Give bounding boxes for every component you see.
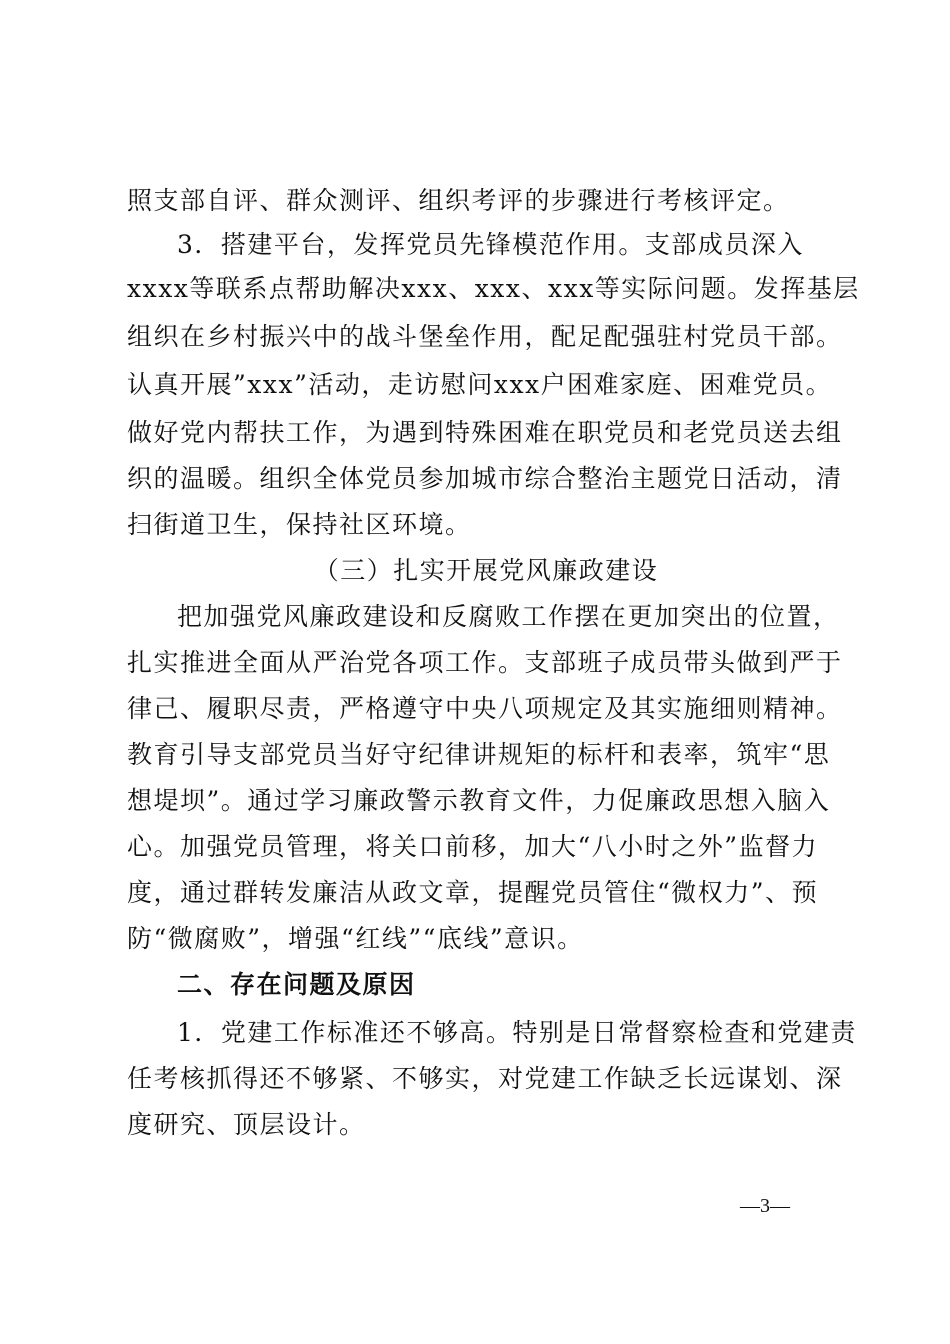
paragraph-line: 做好党内帮扶工作，为遇到特殊困难在职党员和老党员送去组	[127, 418, 843, 447]
paragraph-line: 律己、履职尽责，严格遵守中央八项规定及其实施细则精神。	[127, 694, 843, 723]
paragraph-line: 照支部自评、群众测评、组织考评的步骤进行考核评定。	[127, 186, 790, 215]
section-heading-3: （三）扎实开展党风廉政建设	[313, 556, 659, 585]
section-heading-2: 二、存在问题及原因	[177, 970, 416, 999]
paragraph-line: 度，通过群转发廉洁从政文章，提醒党员管住“微权力”、预	[127, 878, 819, 907]
paragraph-line: 心。加强党员管理，将关口前移，加大“八小时之外”监督力	[127, 832, 819, 861]
paragraph-line: 把加强党风廉政建设和反腐败工作摆在更加突出的位置，	[177, 602, 840, 631]
paragraph-line: 组织在乡村振兴中的战斗堡垒作用，配足配强驻村党员干部。	[127, 322, 843, 351]
paragraph-line: 织的温暖。组织全体党员参加城市综合整治主题党日活动，清	[127, 464, 843, 493]
paragraph-line: 想堤坝”。通过学习廉政警示教育文件，力促廉政思想入脑入	[127, 786, 831, 815]
paragraph-line: xxxx等联系点帮助解决xxx、xxx、xxx等实际问题。发挥基层	[127, 274, 860, 303]
paragraph-line: 认真开展”xxx”活动，走访慰问xxx户困难家庭、困难党员。	[127, 370, 833, 399]
numbered-item-1-line: 1．党建工作标准还不够高。特别是日常督察检查和党建责	[177, 1018, 857, 1047]
paragraph-line: 度研究、顶层设计。	[127, 1110, 366, 1139]
page-number: —3—	[740, 1195, 790, 1217]
paragraph-line: 防“微腐败”，增强“红线”“底线”意识。	[127, 924, 584, 953]
paragraph-line: 教育引导支部党员当好守纪律讲规矩的标杆和表率，筑牢“思	[127, 740, 831, 769]
paragraph-line: 任考核抓得还不够紧、不够实，对党建工作缺乏长远谋划、深	[127, 1064, 843, 1093]
numbered-item-3-line: 3．搭建平台，发挥党员先锋模范作用。支部成员深入	[177, 230, 804, 259]
paragraph-line: 扎实推进全面从严治党各项工作。支部班子成员带头做到严于	[127, 648, 843, 677]
paragraph-line: 扫街道卫生，保持社区环境。	[127, 510, 472, 539]
